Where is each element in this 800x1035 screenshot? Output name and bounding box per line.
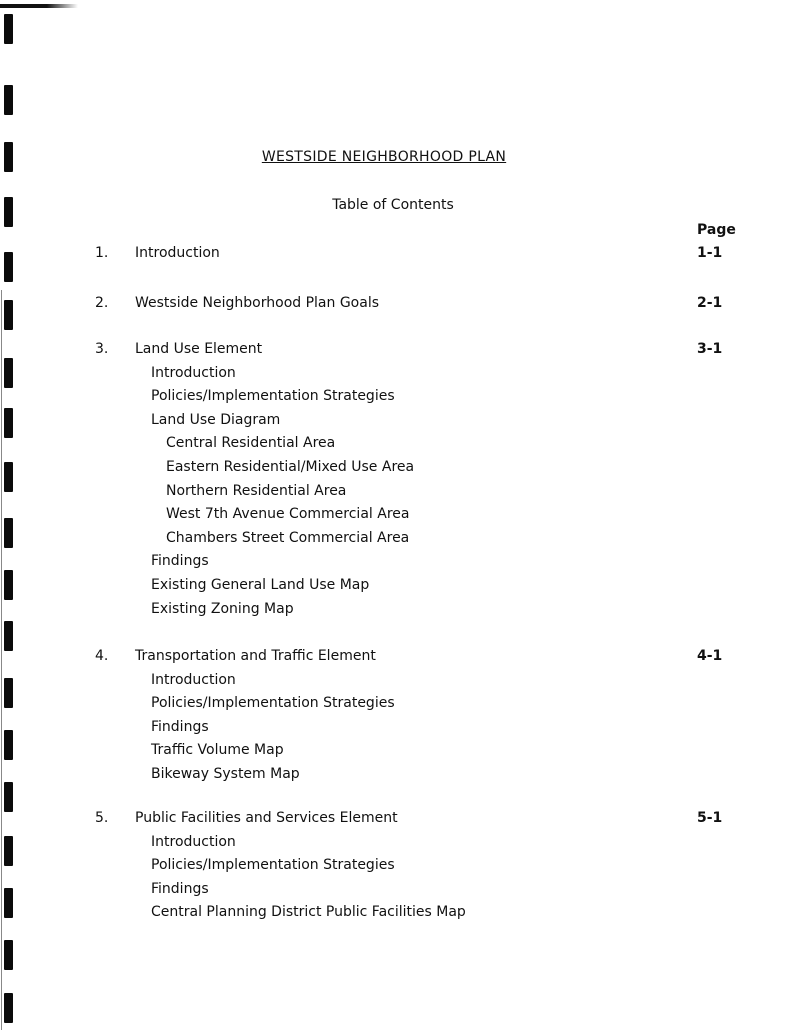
toc-subitem: Chambers Street Commercial Area	[166, 529, 410, 546]
binding-hole	[4, 408, 13, 438]
binding-hole	[4, 252, 13, 282]
page-column-header: Page	[697, 222, 736, 238]
document-title: WESTSIDE NEIGHBORHOOD PLAN	[261, 149, 507, 165]
binding-hole	[4, 14, 13, 44]
binding-hole	[4, 836, 13, 866]
section-number: 1.	[95, 245, 109, 261]
binding-hole	[4, 888, 13, 918]
binding-hole	[4, 462, 13, 492]
binding-hole	[4, 85, 13, 115]
toc-subitem: Central Planning District Public Facilities Map	[151, 904, 466, 921]
toc-subitem: Introduction	[151, 671, 236, 688]
toc-subitem: West 7th Avenue Commercial Area	[166, 506, 410, 523]
toc-subitem: Findings	[151, 880, 209, 897]
section-page-number: 3-1	[697, 341, 723, 357]
binding-hole	[4, 678, 13, 708]
section-number: 3.	[95, 341, 109, 357]
toc-subitem: Policies/Implementation Strategies	[151, 388, 395, 405]
toc-subitem: Central Residential Area	[166, 435, 336, 452]
binding-hole	[4, 358, 13, 388]
binding-hole	[4, 518, 13, 548]
section-page-number: 1-1	[697, 245, 723, 261]
toc-subitem: Bikeway System Map	[151, 766, 300, 782]
toc-subitem: Existing General Land Use Map	[151, 577, 370, 593]
section-number: 4.	[95, 648, 109, 664]
section-page-number: 5-1	[697, 810, 723, 826]
binding-hole	[4, 782, 13, 812]
section-page-number: 4-1	[697, 648, 723, 664]
section-number: 5.	[95, 810, 109, 826]
toc-subitem: Land Use Diagram	[151, 411, 281, 428]
section-title: Transportation and Traffic Element	[135, 648, 376, 664]
toc-subitem: Northern Residential Area	[166, 482, 347, 499]
binding-hole	[4, 621, 13, 651]
binding-hole	[4, 993, 13, 1023]
section-title: Public Facilities and Services Element	[135, 810, 398, 826]
binding-hole	[4, 730, 13, 760]
section-title: Introduction	[135, 245, 220, 261]
binding-hole	[4, 570, 13, 600]
section-title: Land Use Element	[135, 341, 263, 357]
toc-subitem: Traffic Volume Map	[151, 742, 284, 759]
binding-hole	[4, 300, 13, 330]
toc-subitem: Policies/Implementation Strategies	[151, 695, 395, 712]
toc-subitem: Introduction	[151, 833, 236, 850]
section-page-number: 2-1	[697, 295, 723, 311]
toc-subitem: Eastern Residential/Mixed Use Area	[166, 459, 415, 475]
toc-subitem: Findings	[151, 718, 209, 735]
toc-heading: Table of Contents	[332, 197, 454, 213]
section-title: Westside Neighborhood Plan Goals	[135, 295, 380, 311]
binding-hole	[4, 940, 13, 970]
toc-subitem: Existing Zoning Map	[151, 600, 294, 617]
toc-subitem: Introduction	[151, 364, 236, 381]
section-number: 2.	[95, 295, 109, 311]
toc-subitem: Policies/Implementation Strategies	[151, 857, 395, 874]
toc-subitem: Findings	[151, 553, 209, 570]
